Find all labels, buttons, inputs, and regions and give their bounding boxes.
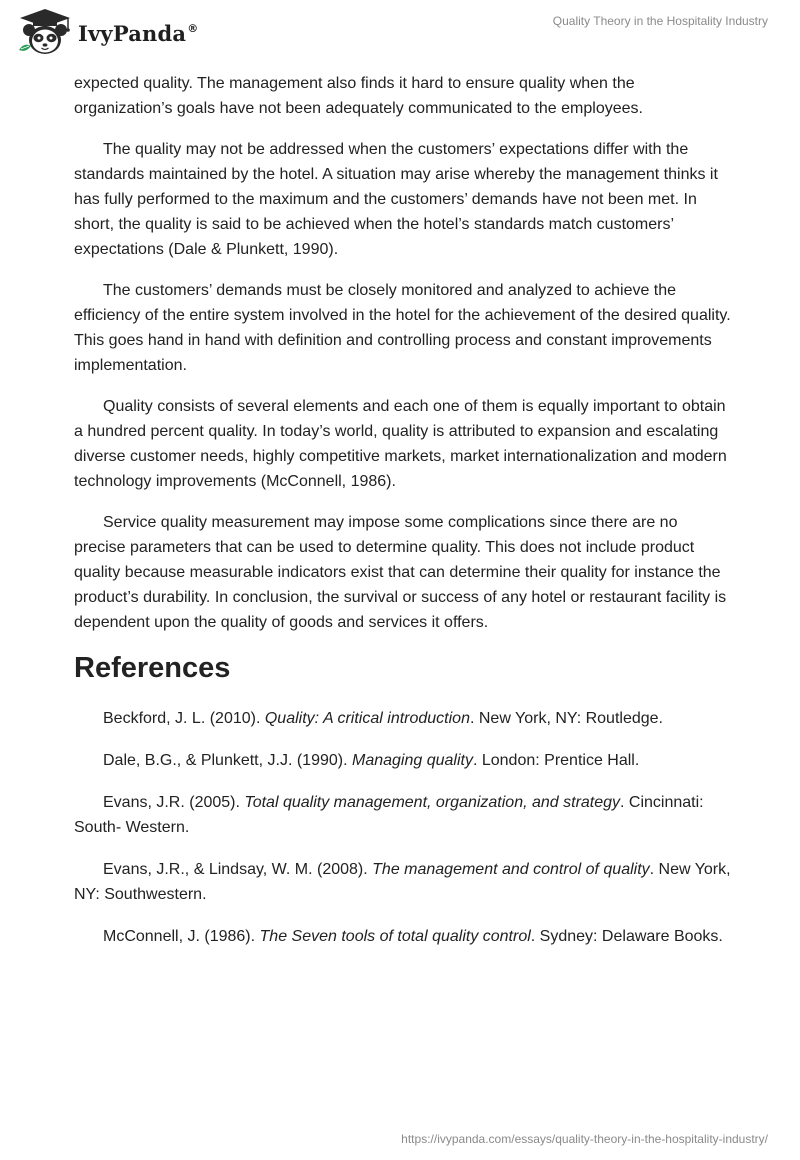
reference-authors: McConnell, J. (1986). — [103, 928, 260, 945]
reference-publisher: . Sydney: Delaware Books. — [530, 928, 723, 945]
source-url[interactable]: https://ivypanda.com/essays/quality-theory-in-the-hospitality-industry/ — [401, 1132, 768, 1146]
reference-title: The management and control of quality — [372, 861, 650, 878]
brand-name: IvyPanda® — [78, 20, 199, 46]
essay-content — [74, 71, 732, 966]
body-paragraph: The customers’ demands must be closely monitored and analyzed to achieve the efficiency of the entire system involved in the hotel for the achievement of the desired quality. This goes hand in hand with definition and controlling process and constant improvements implementation. — [74, 282, 731, 374]
reference-entry — [74, 790, 732, 840]
reference-publisher: . New York, NY: Southwestern. — [74, 861, 731, 903]
reference-authors: Dale, B.G., & Plunkett, J.J. (1990). — [103, 752, 352, 769]
reference-title: Total quality management, organization, and strategy — [244, 794, 621, 811]
reference-entry — [74, 748, 732, 773]
panda-graduate-icon — [16, 6, 74, 58]
reference-title: Quality: A critical introduction — [264, 710, 470, 727]
reference-title: The Seven tools of total quality control — [259, 928, 531, 945]
references-heading: References — [74, 652, 231, 684]
reference-entry — [74, 857, 732, 907]
body-paragraph: The quality may not be addressed when the customers’ expectations differ with the standards maintained by the hotel. A situation may arise whereby the management thinks it has fully performed to the maximum and the customers’ demands have not been met. In short, the quality is said to be achieved when the hotel’s standards match customers’ expectations (Dale & Plunkett, 1990). — [74, 141, 718, 258]
document-title: Quality Theory in the Hospitality Industry — [552, 14, 768, 28]
registered-mark: ® — [187, 21, 199, 35]
reference-publisher: . London: Prentice Hall. — [472, 752, 640, 769]
reference-authors: Evans, J.R. (2005). — [103, 794, 245, 811]
body-paragraph: expected quality. The management also finds it hard to ensure quality when the organization’s goals have not been adequately communicated to the employees. — [74, 75, 643, 117]
reference-authors: Evans, J.R., & Lindsay, W. M. (2008). — [103, 861, 373, 878]
reference-publisher: . Cincinnati: South- Western. — [74, 794, 704, 836]
reference-publisher: . New York, NY: Routledge. — [469, 710, 663, 727]
reference-authors: Beckford, J. L. (2010). — [103, 710, 265, 727]
reference-entry — [74, 924, 732, 949]
brand-logo[interactable] — [16, 6, 198, 58]
body-paragraph: Service quality measurement may impose some complications since there are no precise parameters that can be used to determine quality. This does not include product quality because measurable indicators exist that can determine their quality for instance the product’s durability. In conclusion, the survival or success of any hotel or restaurant facility is dependent upon the quality of goods and services it offers. — [74, 514, 727, 631]
page-header — [0, 0, 800, 64]
body-paragraph: Quality consists of several elements and each one of them is equally important to obtain a hundred percent quality. In today’s world, quality is attributed to expansion and escalating diverse customer needs, highly competitive markets, market internationalization and modern technology improvements (McConnell, 1986). — [74, 398, 727, 490]
reference-entry — [74, 706, 732, 731]
reference-title: Managing quality — [352, 752, 473, 769]
